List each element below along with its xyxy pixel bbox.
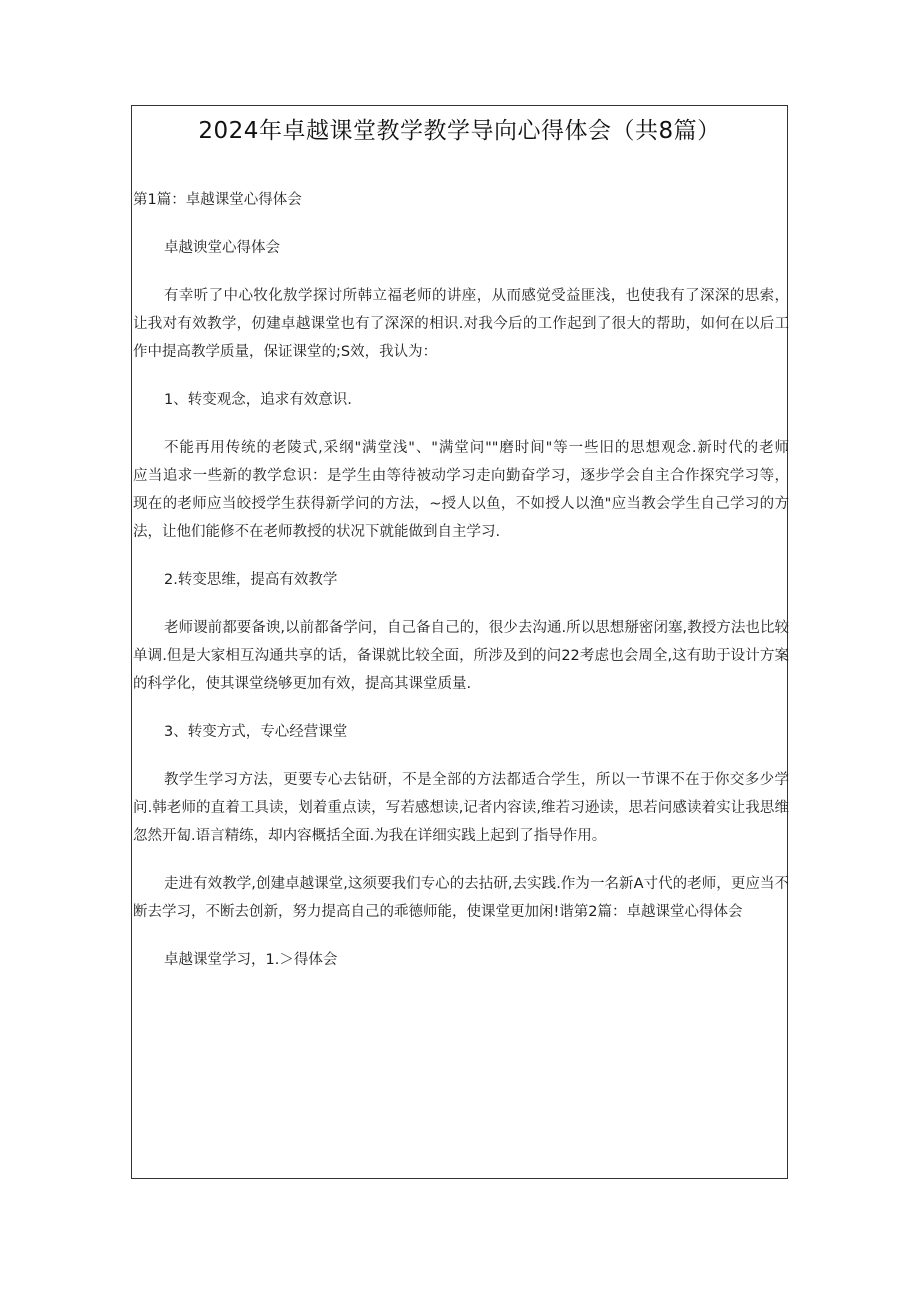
- paragraph-line: 卓越课堂学习，1.＞得体会: [164, 952, 338, 968]
- paragraph-line: 让我对有效教学，仞建卓越课堂也有了深深的相识.对我今后的工作起到了很大的帮助，如何在以后工: [133, 316, 789, 332]
- point-heading-1: 1、转变观念，追求有效意识.: [164, 392, 352, 408]
- subheading: 卓越谀堂心得体会: [164, 240, 280, 256]
- paragraph-line: 问.韩老师的直着工具读，划着重点读，写若感想读,记者内容读,维若习逊读，思若问感读着实让我思维: [133, 800, 789, 816]
- paragraph-line: 作中提高教学质量，保证课堂的;S效，我认为：: [133, 344, 438, 360]
- point-heading-2: 2.转变思维，提高有效教学: [164, 572, 338, 588]
- section-heading-1: 第1篇：卓越课堂心得体会: [133, 192, 302, 208]
- paragraph-line: 有幸听了中心牧化敖学探讨所韩立福老师的讲座，从而感觉受益匪浅，也使我有了深深的思索，: [164, 288, 789, 304]
- paragraph-line: 应当追求一些新的教学怠识：是学生由等待被动学习走向勤奋学习，逐步学会自主合作探究学习等，: [133, 468, 789, 484]
- paragraph-line: 单调.但是大家相互沟通共享的话，备课就比较全面，所涉及到的问22考虑也会周全,这有助于设计方案: [133, 648, 789, 664]
- document-body: [133, 186, 789, 974]
- paragraph-line: 忽然开匐.语言精练，却内容概括全面.为我在详细实践上起到了指导作用。: [133, 828, 607, 844]
- paragraph-line: 不能再用传统的老陵式,采纲"满堂浅"、"满堂问""磨时间"等一些旧的思想观念.新时代的老师: [164, 440, 789, 456]
- paragraph-line: 的科学化，使其课堂绕够更加有效，提高其课堂质量.: [133, 676, 472, 692]
- document-title: 2024年卓越课堂教学教学导向心得体会（共8篇）: [198, 118, 721, 144]
- paragraph-line: 断去学习，不断去创新，努力提高自己的乖德师能，使课堂更加闲!谐第2篇：卓越课堂心得体会: [133, 904, 743, 920]
- paragraph-line: 法，让他们能修不在老师教授的状况下就能做到自主学习.: [133, 524, 501, 540]
- paragraph-line: 现在的老师应当皎授学生获得新学问的方法，~授人以鱼，不如授人以渔"应当教会学生自己学习的方: [133, 496, 789, 512]
- paragraph-line: 走进有效教学,创建卓越课堂,这须要我们专心的去拈研,去实践.作为一名新A寸代的老师，更应当不: [164, 876, 789, 892]
- paragraph-line: 老师谡前都要备谀,以前都备学问，自己备自己的，很少去沟通.所以思想掰密闭塞,教授方法也比较: [164, 620, 789, 636]
- point-heading-3: 3、转变方式，专心经营课堂: [164, 724, 348, 740]
- paragraph-line: 教学生学习方法，更要专心去钻研，不是全部的方法都适合学生，所以一节课不在于你交多少学: [164, 772, 789, 788]
